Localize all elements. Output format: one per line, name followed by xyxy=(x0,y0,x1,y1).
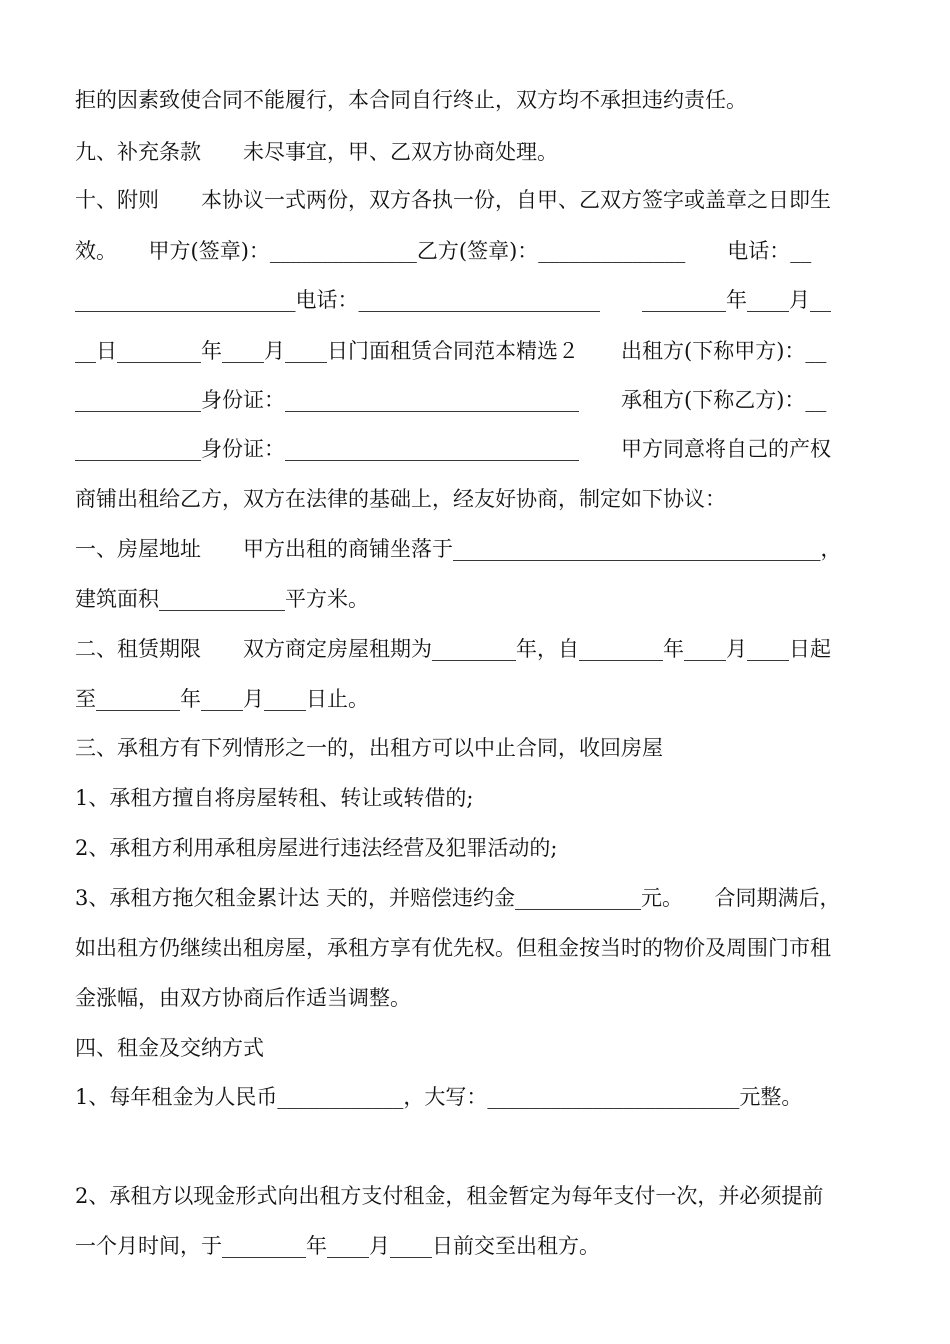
text-line: ____________身份证：____________________________ 承租方(下称乙方)：__ xyxy=(75,388,827,412)
text-line: ____________身份证：____________________________ 甲方同意将自己的产权 xyxy=(75,437,831,461)
text-line: __日________年____月____日门面租赁合同范本精选２ 出租方(下称甲方)：__ xyxy=(75,339,827,363)
text-line: 四、租金及交纳方式 xyxy=(75,1036,264,1060)
text-line: 三、承租方有下列情形之一的，出租方可以中止合同，收回房屋 xyxy=(75,736,663,760)
text-line: 2、承租方利用承租房屋进行违法经营及犯罪活动的; xyxy=(75,836,558,860)
text-line: 如出租方仍继续出租房屋，承租方享有优先权。但租金按当时的物价及周围门市租 xyxy=(75,936,831,960)
text-line: 效。 甲方(签章)：______________乙方(签章)：______________ 电话：__ xyxy=(75,239,812,263)
text-line: _____________________电话：_______________________ ________年____月__ xyxy=(75,288,831,312)
text-line: 一个月时间，于________年____月____日前交至出租方。 xyxy=(75,1234,600,1258)
text-line: 至________年____月____日止。 xyxy=(75,687,369,711)
text-line: 2、承租方以现金形式向出租方支付租金，租金暂定为每年支付一次，并必须提前 xyxy=(75,1184,824,1208)
text-line: 金涨幅，由双方协商后作适当调整。 xyxy=(75,986,411,1010)
text-line: 3、承租方拖欠租金累计达 天的，并赔偿违约金____________元。 合同期满后， xyxy=(75,886,841,910)
text-line: 1、每年租金为人民币____________，大写：________________________元整。 xyxy=(75,1085,803,1109)
text-line: 二、租赁期限 双方商定房屋租期为________年，自________年____月____日起 xyxy=(75,637,831,661)
text-line: 商铺出租给乙方，双方在法律的基础上，经友好协商，制定如下协议： xyxy=(75,487,726,511)
text-line: 1、承租方擅自将房屋转租、转让或转借的; xyxy=(75,786,474,810)
text-line: 一、房屋地址 甲方出租的商铺坐落于___________________________________， xyxy=(75,537,842,561)
text-line: 十、附则 本协议一式两份，双方各执一份，自甲、乙双方签字或盖章之日即生 xyxy=(75,188,831,212)
text-line: 拒的因素致使合同不能履行，本合同自行终止，双方均不承担违约责任。 xyxy=(75,88,747,112)
text-line: 建筑面积____________平方米。 xyxy=(75,587,369,611)
text-line: 九、补充条款 未尽事宜，甲、乙双方协商处理。 xyxy=(75,140,558,164)
